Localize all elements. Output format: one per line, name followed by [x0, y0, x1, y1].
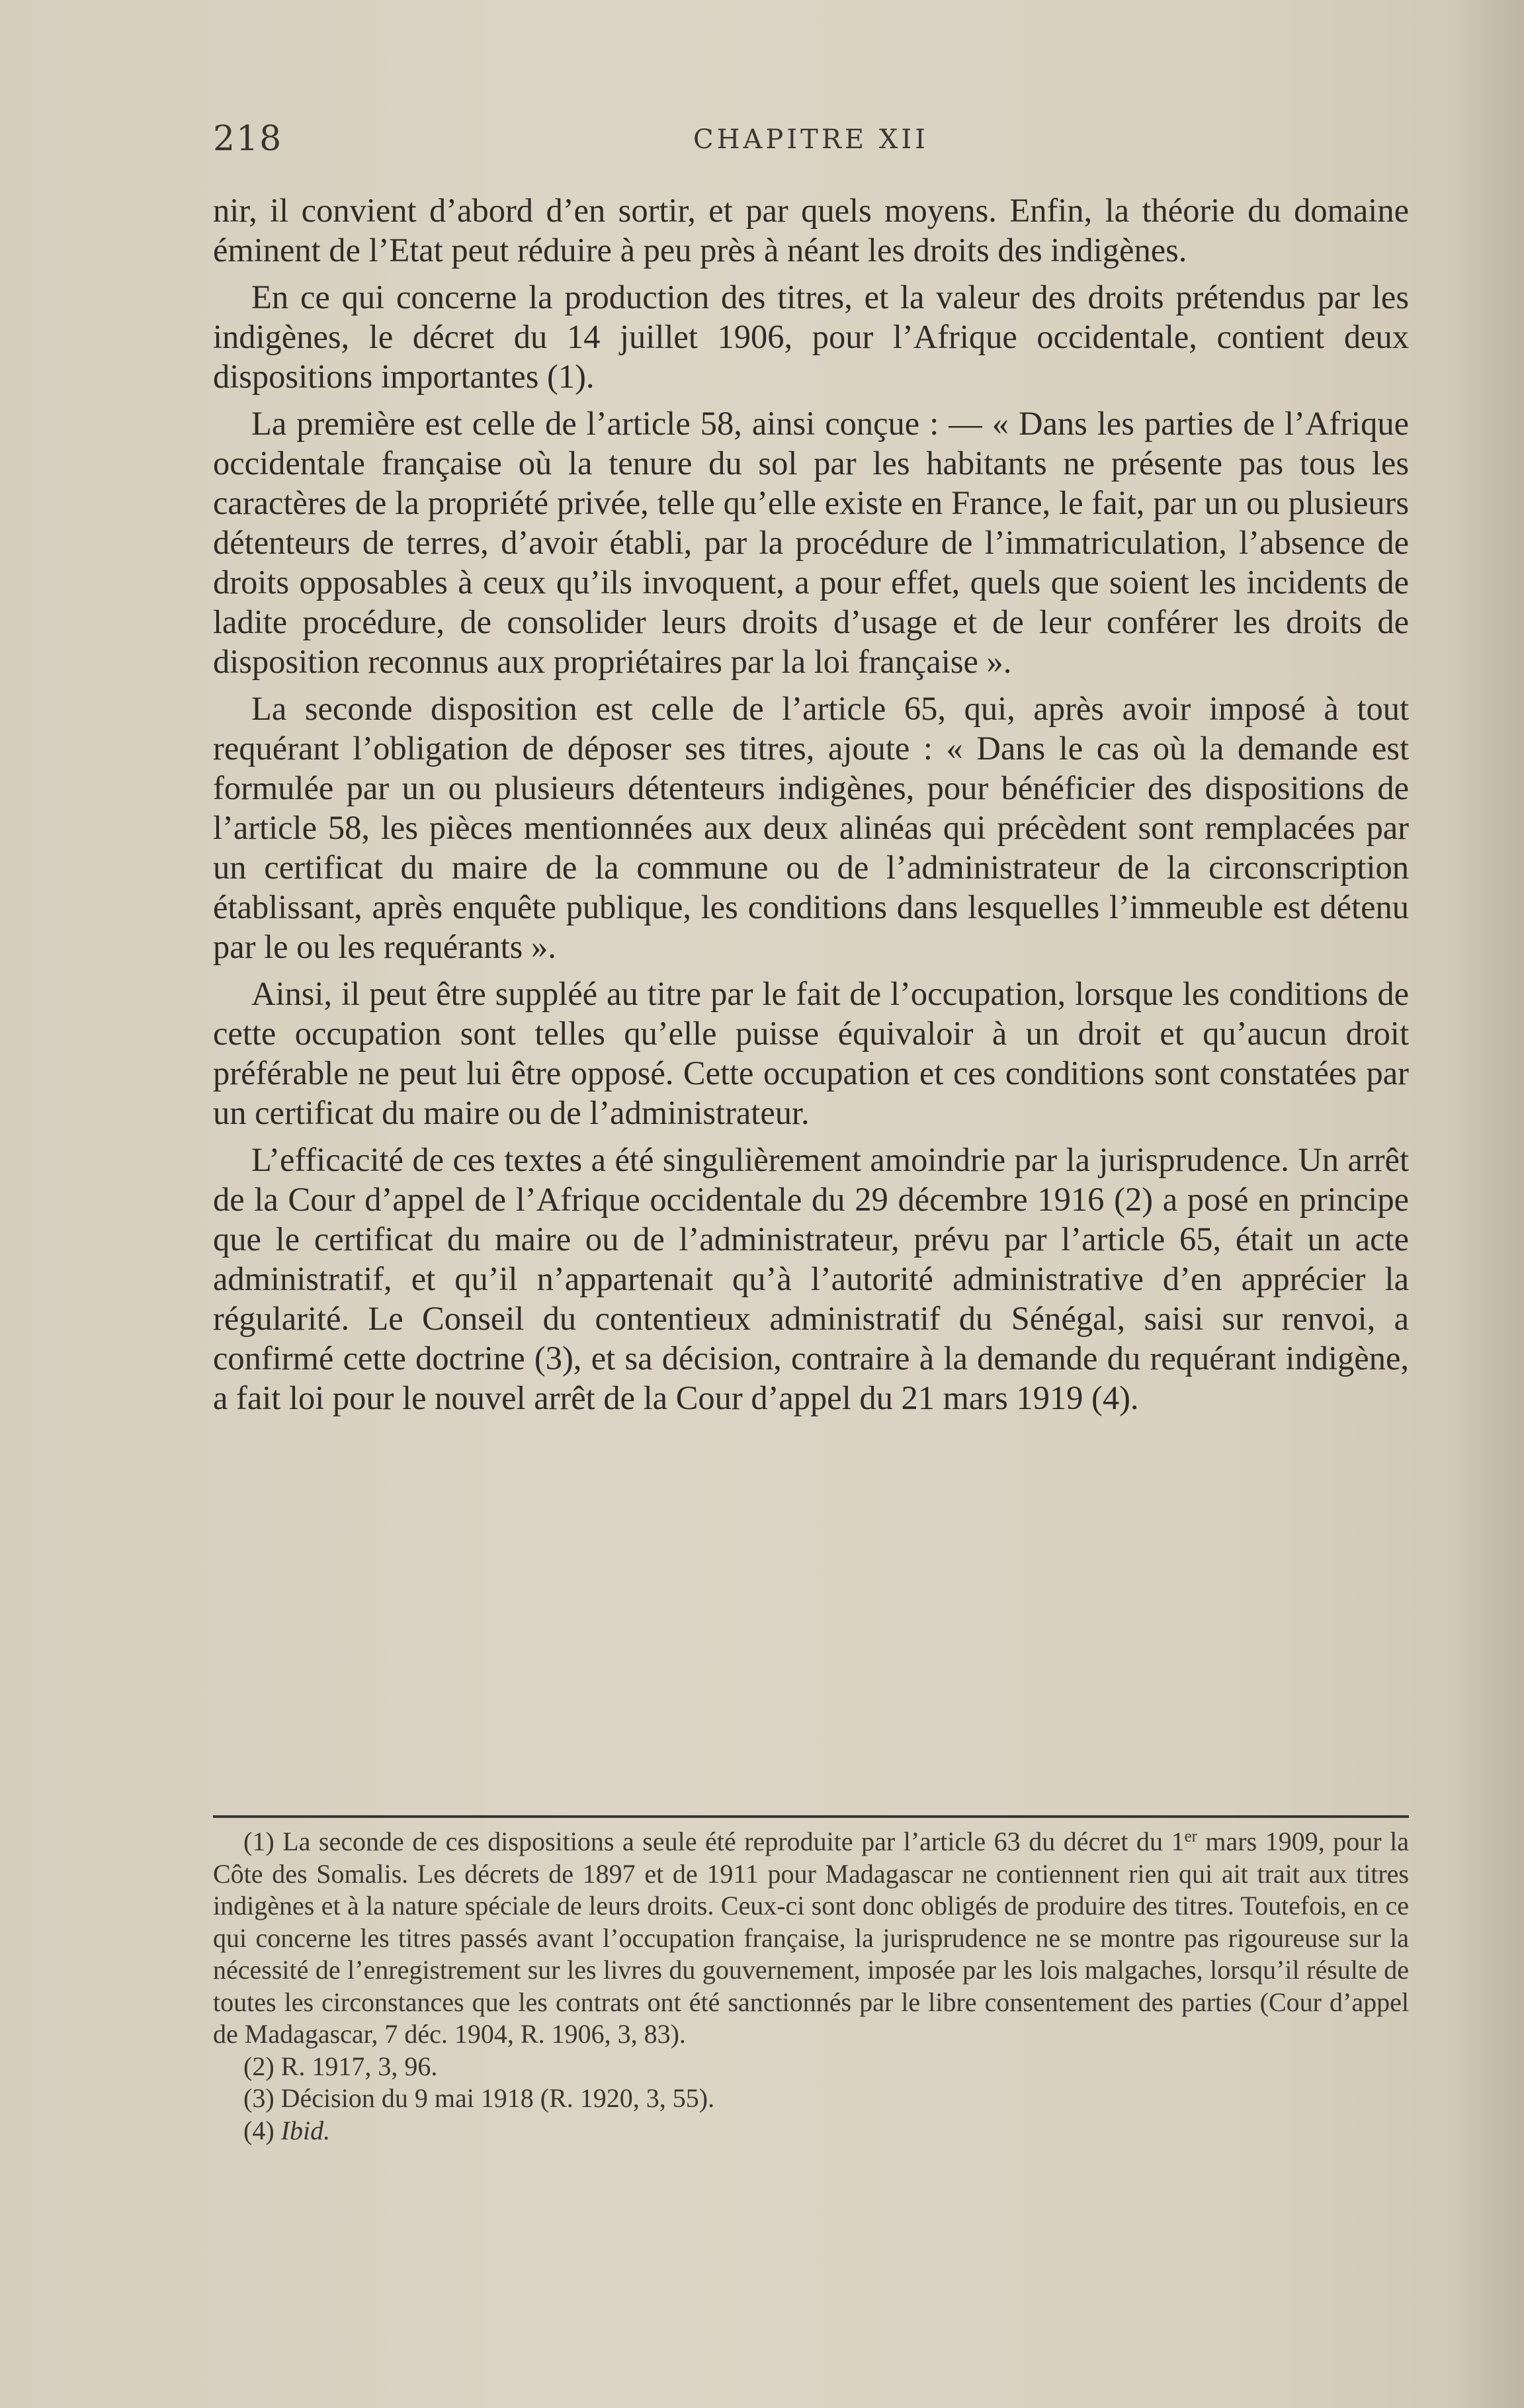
footnote-3 [213, 2083, 1409, 2115]
page-edge-shadow [1451, 0, 1524, 2408]
footnote-superscript: er [1184, 1827, 1197, 1846]
paragraph-continuation: nir, il convient d’abord d’en sortir, et par quels moyens. Enfin, la théorie du domaine éminent de l’Etat peut réduire à peu près à néant les droits des indigènes. [213, 192, 1409, 269]
paragraph: En ce qui concerne la production des titres, et la valeur des droits prétendus par les indigènes, le décret du 14 juillet 1906, pour l’Afrique occidentale, contient deux dispositions importantes (1). [213, 279, 1409, 395]
footnote-label: (3) [243, 2083, 275, 2113]
page-number: 218 [213, 119, 283, 159]
paragraph: La première est celle de l’article 58, ainsi conçue : — « Dans les parties de l’Afrique occidentale française où la tenure du sol par les habitants ne présente pas tous les caractères de la propriété privée, telle qu’elle existe en France, le fait, par un ou plusieurs détenteurs de terres, d’avoir établi, par la procédure de l’immatriculation, l’absence de droits opposables à ceux qu’ils invoquent, a pour effet, quels que soient les incidents de ladite procédure, de consolider leurs droits d’usage et de leur conférer les droits de disposition reconnus aux propriétaires par la loi française ». [213, 405, 1409, 680]
paragraph: Ainsi, il peut être suppléé au titre par le fait de l’occupation, lorsque les conditions de cette occupation sont telles qu’elle puisse équivaloir à un droit et qu’aucun droit préférable ne peut lui être opposé. Cette occupation et ces conditions sont constatées par un certificat du maire ou de l’administrateur. [213, 975, 1409, 1131]
footnote-text: R. 1917, 3, 96. [280, 2051, 438, 2081]
running-header [213, 119, 1409, 165]
footnote-label: (2) [243, 2051, 275, 2081]
footnote-text: Décision du 9 mai 1918 (R. 1920, 3, 55). [280, 2083, 715, 2113]
paragraph: La seconde disposition est celle de l’article 65, qui, après avoir imposé à tout requérant l’obligation de déposer ses titres, ajoute : « Dans le cas où la demande est formulée par un ou plusieurs détenteurs indigènes, pour bénéficier des dispositions de l’article 58, les pièces mentionnées aux deux alinéas qui précèdent sont remplacées par un certificat du maire de la commune ou de l’administrateur de la circonscription établissant, après enquête publique, les conditions dans lesquelles l’immeuble est détenu par le ou les requérants ». [213, 690, 1409, 965]
footnotes [213, 1826, 1409, 2147]
footnote-text: Ibid. [280, 2115, 331, 2145]
footnote-label: (1) [243, 1827, 275, 1856]
footnote-text: La seconde de ces dispositions a seule été reproduite par l’article 63 du décret du 1 [282, 1827, 1185, 1856]
footnote-label: (4) [243, 2115, 275, 2145]
footnote-text: mars 1909, pour la Côte des Somalis. Les décrets de 1897 et de 1911 pour Madagascar ne contiennent rien qui ait trait aux titres indigènes et à la nature spéciale de leurs droits. Ceux-ci sont donc obligés de produire des titres. Toutefois, en ce qui concerne les titres passés avant l’occupation française, la jurisprudence ne se montre pas rigoureuse sur la nécessité de l’enregistrement sur les livres du gouvernement, imposée par les lois malgaches, lorsqu’il résulte de toutes les circonstances que les contrats ont été sanctionnés par le libre consentement des parties (Cour d’appel de Madagascar, 7 déc. 1904, R. 1906, 3, 83). [213, 1827, 1410, 2049]
chapter-title: CHAPITRE XII [693, 124, 929, 155]
main-text [213, 191, 1409, 1425]
footnote-separator [213, 1815, 1409, 1818]
footnote-4 [213, 2115, 1409, 2147]
footnote-2 [213, 2051, 1409, 2083]
footnote-1 [213, 1826, 1409, 2051]
paragraph: L’efficacité de ces textes a été singulièrement amoindrie par la jurisprudence. Un arrêt de la Cour d’appel de l’Afrique occidentale du 29 décembre 1916 (2) a posé en principe que le certificat du maire ou de l’administrateur, prévu par l’article 65, était un acte administratif, et qu’il n’appartenait qu’à l’autorité administrative d’en apprécier la régularité. Le Conseil du contentieux administratif du Sénégal, saisi sur renvoi, a confirmé cette doctrine (3), et sa décision, contraire à la demande du requérant indigène, a fait loi pour le nouvel arrêt de la Cour d’appel du 21 mars 1919 (4). [213, 1141, 1409, 1416]
